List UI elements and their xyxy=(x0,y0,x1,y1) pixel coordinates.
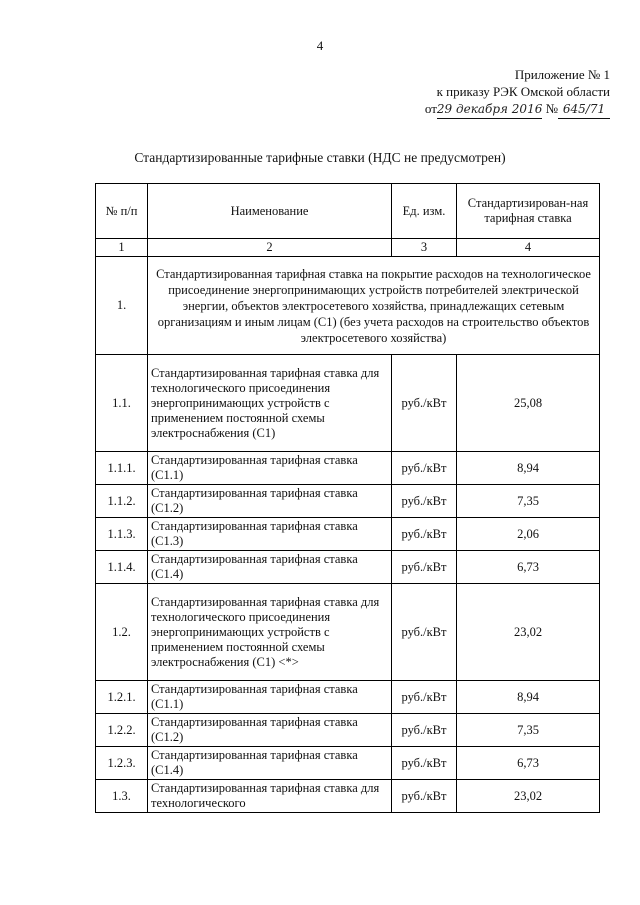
row-num: 1.3. xyxy=(96,780,148,813)
section-row xyxy=(96,257,600,355)
handwritten-date: 29 декабря 2016 xyxy=(437,101,542,119)
header-unit: Ед. изм. xyxy=(392,184,457,239)
row-name: Стандартизированная тарифная ставка (С1.2) xyxy=(148,485,392,518)
row-rate: 6,73 xyxy=(457,551,600,584)
section-num: 1. xyxy=(96,257,148,355)
row-name: Стандартизированная тарифная ставка (С1.1) xyxy=(148,452,392,485)
row-unit: руб./кВт xyxy=(392,584,457,681)
row-name: Стандартизированная тарифная ставка (С1.1) xyxy=(148,681,392,714)
row-name: Стандартизированная тарифная ставка для технологического присоединения энергопринимающих устройств с применением постоянной схемы электроснабжения (С1) xyxy=(148,355,392,452)
row-num: 1.2.1. xyxy=(96,681,148,714)
row-rate: 7,35 xyxy=(457,485,600,518)
table-row xyxy=(96,355,600,452)
row-unit: руб./кВт xyxy=(392,518,457,551)
handwritten-number: 645/71 xyxy=(558,101,610,119)
row-name: Стандартизированная тарифная ставка (С1.3) xyxy=(148,518,392,551)
row-rate: 7,35 xyxy=(457,714,600,747)
index-cell: 2 xyxy=(148,239,392,257)
row-name: Стандартизированная тарифная ставка (С1.4) xyxy=(148,747,392,780)
tariff-table xyxy=(95,183,600,813)
index-cell: 1 xyxy=(96,239,148,257)
index-cell: 4 xyxy=(457,239,600,257)
row-name: Стандартизированная тарифная ставка для технологического присоединения энергопринимающих устройств с применением постоянной схемы электроснабжения (С1) <*> xyxy=(148,584,392,681)
row-rate: 25,08 xyxy=(457,355,600,452)
row-num: 1.2.2. xyxy=(96,714,148,747)
table-row xyxy=(96,780,600,813)
row-unit: руб./кВт xyxy=(392,780,457,813)
row-unit: руб./кВт xyxy=(392,681,457,714)
header-rate: Стандартизирован-ная тарифная ставка xyxy=(457,184,600,239)
row-unit: руб./кВт xyxy=(392,452,457,485)
row-name: Стандартизированная тарифная ставка для технологического xyxy=(148,780,392,813)
table-row xyxy=(96,551,600,584)
page-number: 4 xyxy=(316,38,324,53)
row-num: 1.1.1. xyxy=(96,452,148,485)
row-unit: руб./кВт xyxy=(392,747,457,780)
index-cell: 3 xyxy=(392,239,457,257)
from-label: от xyxy=(424,101,437,116)
appendix-line1: Приложение № 1 xyxy=(514,67,610,82)
row-unit: руб./кВт xyxy=(392,485,457,518)
table-row xyxy=(96,747,600,780)
row-unit: руб./кВт xyxy=(392,355,457,452)
row-num: 1.2.3. xyxy=(96,747,148,780)
row-rate: 23,02 xyxy=(457,584,600,681)
table-header-row xyxy=(96,184,600,239)
row-rate: 8,94 xyxy=(457,452,600,485)
header-name: Наименование xyxy=(148,184,392,239)
document-title: Стандартизированные тарифные ставки (НДС не предусмотрен) xyxy=(134,150,506,165)
row-num: 1.1. xyxy=(96,355,148,452)
appendix-header xyxy=(425,66,610,119)
section-text: Стандартизированная тарифная ставка на покрытие расходов на технологическое присоединение энергопринимающих устройств потребителей электрической энергии, объектов электросетевого хозяйства, принадлежащих сетевым организациям и иным лицам (С1) (без учета расходов на строительство объектов электросетевого хозяйства) xyxy=(148,257,600,355)
row-num: 1.1.3. xyxy=(96,518,148,551)
row-num: 1.2. xyxy=(96,584,148,681)
row-name: Стандартизированная тарифная ставка (С1.2) xyxy=(148,714,392,747)
table-row xyxy=(96,681,600,714)
row-unit: руб./кВт xyxy=(392,714,457,747)
table-row xyxy=(96,452,600,485)
row-rate: 6,73 xyxy=(457,747,600,780)
row-name: Стандартизированная тарифная ставка (С1.4) xyxy=(148,551,392,584)
row-unit: руб./кВт xyxy=(392,551,457,584)
header-num: № п/п xyxy=(96,184,148,239)
table-row xyxy=(96,584,600,681)
table-row xyxy=(96,485,600,518)
table-row xyxy=(96,518,600,551)
row-num: 1.1.4. xyxy=(96,551,148,584)
row-rate: 8,94 xyxy=(457,681,600,714)
number-label: № xyxy=(545,101,558,116)
row-rate: 2,06 xyxy=(457,518,600,551)
row-rate: 23,02 xyxy=(457,780,600,813)
table-index-row xyxy=(96,239,600,257)
appendix-order-line xyxy=(425,100,610,119)
row-num: 1.1.2. xyxy=(96,485,148,518)
appendix-line2: к приказу РЭК Омской области xyxy=(436,84,610,99)
table-row xyxy=(96,714,600,747)
